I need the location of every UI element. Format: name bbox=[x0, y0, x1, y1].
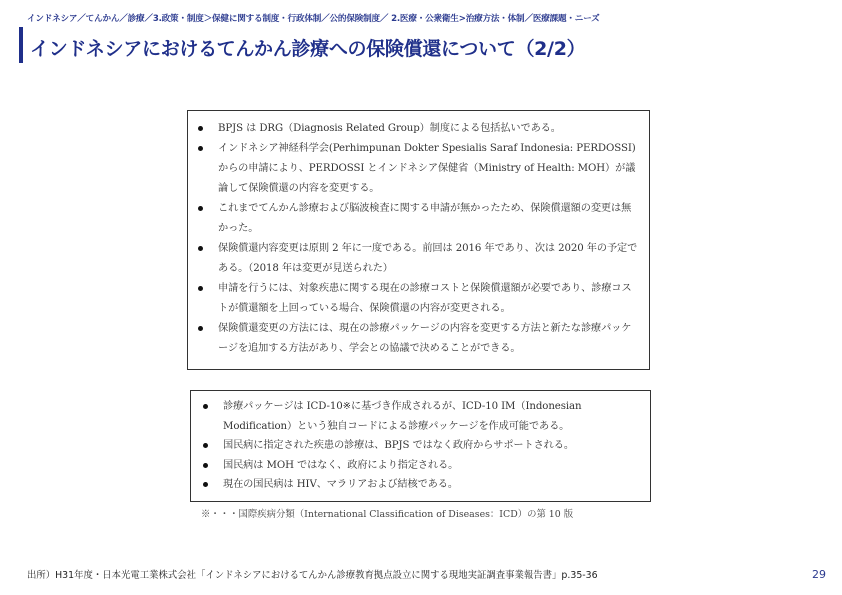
list-item-text: これまでてんかん診療および脳波検査に関する申請が無かったため、保険償還額の変更は無かった。 bbox=[218, 203, 632, 234]
list-item bbox=[201, 475, 644, 495]
national-disease-list bbox=[191, 391, 650, 495]
bullet-icon bbox=[198, 206, 203, 211]
list-item-text: 申請を行うには、対象疾患に関する現在の診療コストと保険償還額が必要であり、診療コストが償還額を上回っている場合、保険償還の内容が変更される。 bbox=[218, 283, 632, 314]
list-item-text: 現在の国民病は HIV、マラリアおよび結核である。 bbox=[223, 479, 458, 490]
list-item-text: 国民病に指定された疾患の診療は、BPJS ではなく政府からサポートされる。 bbox=[223, 440, 574, 451]
bpjs-reimbursement-box bbox=[187, 110, 650, 370]
page-title: インドネシアにおけるてんかん診療への保険償還について（2/2） bbox=[30, 38, 586, 60]
bullet-icon bbox=[198, 126, 203, 131]
page-number: 29 bbox=[812, 568, 826, 581]
national-disease-box bbox=[190, 390, 651, 502]
list-item bbox=[196, 139, 639, 199]
list-item bbox=[201, 436, 644, 456]
bullet-icon bbox=[198, 246, 203, 251]
source-citation: 出所）H31年度・日本光電工業株式会社「インドネシアにおけるてんかん診療教育拠点設立に関する現地実証調査事業報告書」p.35-36 bbox=[27, 570, 598, 581]
bullet-icon bbox=[203, 404, 208, 409]
reimbursement-list bbox=[188, 111, 649, 359]
list-item bbox=[196, 199, 639, 239]
bullet-icon bbox=[203, 443, 208, 448]
title-accent-bar bbox=[19, 27, 23, 63]
bullet-icon bbox=[203, 482, 208, 487]
list-item bbox=[196, 119, 639, 139]
icd-footnote: ※・・・国際疾病分類（International Classification of Diseases：ICD）の第 10 版 bbox=[201, 509, 574, 520]
list-item-text: 保険償還内容変更は原則 2 年に一度である。前回は 2016 年であり、次は 2020 年の予定である。（2018 年は変更が見送られた） bbox=[218, 243, 638, 274]
list-item-text: BPJS は DRG（Diagnosis Related Group）制度による包括払いである。 bbox=[218, 123, 561, 134]
bullet-icon bbox=[198, 286, 203, 291]
list-item bbox=[196, 239, 639, 279]
bullet-icon bbox=[203, 463, 208, 468]
list-item-text: インドネシア神経科学会(Perhimpunan Dokter Spesialis Saraf Indonesia: PERDOSSI)からの申請により、PERDOSSI とインドネシア保健省（Ministry of Health: MOH）が議論して保険償還の内容を変更する。 bbox=[218, 143, 636, 194]
list-item-text: 診療パッケージは ICD-10※に基づき作成されるが、ICD-10 IM（Indonesian Modification）という独自コードによる診療パッケージを作成可能である。 bbox=[223, 401, 582, 432]
breadcrumb: インドネシア／てんかん／診療／3.政策・制度＞保健に関する制度・行政体制／公的保険制度／ 2.医療・公衆衛生>治療方法・体制／医療課題・ニーズ bbox=[27, 14, 600, 24]
bullet-icon bbox=[198, 326, 203, 331]
list-item bbox=[196, 279, 639, 319]
list-item bbox=[201, 456, 644, 476]
list-item-text: 国民病は MOH ではなく、政府により指定される。 bbox=[223, 459, 459, 471]
list-item bbox=[196, 319, 639, 359]
list-item-text: 保険償還変更の方法には、現在の診療パッケージの内容を変更する方法と新たな診療パッケージを追加する方法があり、学会との協議で決めることができる。 bbox=[218, 323, 632, 354]
bullet-icon bbox=[198, 146, 203, 151]
list-item bbox=[201, 397, 644, 436]
